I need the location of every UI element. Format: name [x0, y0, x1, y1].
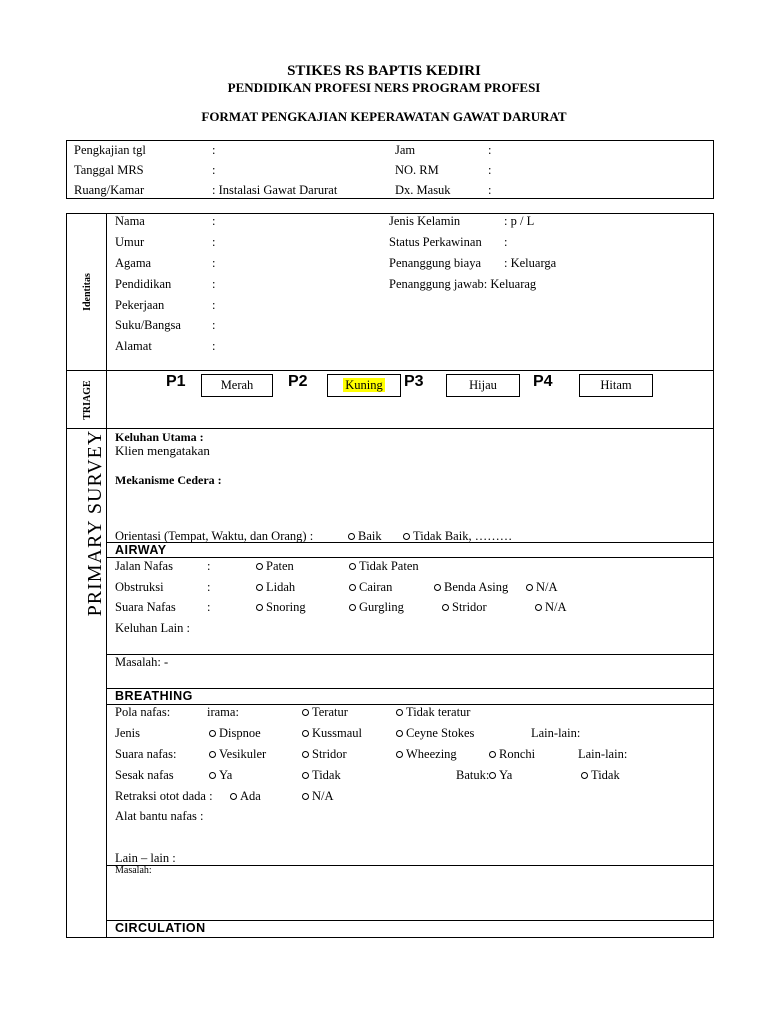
airway-title: AIRWAY: [115, 543, 167, 557]
jenis-dispnoe-text: Dispnoe: [219, 726, 261, 740]
jalan-paten-option[interactable]: [256, 559, 294, 573]
jenis-kelamin-value[interactable]: : p / L: [504, 214, 535, 228]
p4-hitam-text: Hitam: [600, 378, 632, 392]
radio-circle-icon: [535, 604, 542, 611]
bsn-stridor-option[interactable]: [302, 747, 347, 761]
p3-hijau-option[interactable]: [446, 374, 520, 397]
retraksi-ada-option[interactable]: [230, 789, 261, 803]
radio-circle-icon: [349, 604, 356, 611]
alamat-label: Alamat: [115, 339, 152, 353]
sesak-tidak-option[interactable]: [302, 768, 341, 782]
no-rm-label: NO. RM: [395, 163, 439, 177]
retraksi-na-text: N/A: [312, 789, 334, 803]
lain-lain-label[interactable]: Lain – lain :: [115, 851, 176, 865]
jalan-tidak-paten-option[interactable]: [349, 559, 419, 573]
pendidikan-label: Pendidikan: [115, 277, 172, 291]
obstruksi-label: Obstruksi: [115, 580, 164, 594]
jalan-paten-text: Paten: [266, 559, 294, 573]
sn-gurgling-text: Gurgling: [359, 600, 404, 614]
obstruksi-sep: :: [207, 580, 211, 594]
institution-title: STIKES RS BAPTIS KEDIRI: [287, 63, 481, 79]
orientasi-baik-text: Baik: [358, 529, 382, 543]
obs-na-text: N/A: [536, 580, 558, 594]
jam-sep[interactable]: :: [488, 143, 492, 157]
radio-circle-icon: [256, 584, 263, 591]
no-rm-sep[interactable]: :: [488, 163, 492, 177]
sn-snoring-option[interactable]: [256, 600, 306, 614]
jenis-kussmaul-text: Kussmaul: [312, 726, 362, 740]
alat-bantu-label[interactable]: Alat bantu nafas :: [115, 809, 204, 823]
obs-lidah-text: Lidah: [266, 580, 296, 594]
label-column-divider: [106, 213, 107, 938]
batuk-tidak-text: Tidak: [591, 768, 620, 782]
airway-title-divider: [106, 557, 714, 558]
radio-circle-icon: [396, 751, 403, 758]
radio-circle-icon: [442, 604, 449, 611]
orientasi-tidak-baik-option[interactable]: [403, 529, 512, 543]
sn-stridor-text: Stridor: [452, 600, 487, 614]
status-value[interactable]: :: [504, 235, 508, 249]
batuk-ya-option[interactable]: [489, 768, 512, 782]
jalan-tidak-paten-text: Tidak Paten: [359, 559, 419, 573]
penanggung-jawab-label[interactable]: Penanggung jawab: Keluarag: [389, 277, 537, 291]
pola-teratur-text: Teratur: [312, 705, 348, 719]
sn-na-option[interactable]: [535, 600, 567, 614]
p1-merah-text: Merah: [220, 378, 254, 392]
radio-circle-icon: [302, 730, 309, 737]
identitas-divider: [66, 370, 714, 371]
ruang-kamar-label: Ruang/Kamar: [74, 183, 145, 197]
suara-nafas-sep: :: [207, 600, 211, 614]
penanggung-biaya-label: Penanggung biaya: [389, 256, 481, 270]
radio-circle-icon: [256, 604, 263, 611]
umur-label: Umur: [115, 235, 145, 249]
jalan-nafas-label: Jalan Nafas: [115, 559, 173, 573]
suku-label: Suku/Bangsa: [115, 318, 181, 332]
jenis-dispnoe-option[interactable]: [209, 726, 261, 740]
radio-circle-icon: [403, 533, 410, 540]
radio-circle-icon: [581, 772, 588, 779]
obs-lidah-option[interactable]: [256, 580, 295, 594]
breathing-masalah-divider: [106, 865, 714, 866]
radio-circle-icon: [302, 793, 309, 800]
pola-tidak-teratur-option[interactable]: [396, 705, 470, 719]
form-title: FORMAT PENGKAJIAN KEPERAWATAN GAWAT DARURAT: [201, 109, 567, 124]
nama-sep[interactable]: :: [212, 214, 216, 228]
radio-circle-icon: [256, 563, 263, 570]
obs-cairan-text: Cairan: [359, 580, 393, 594]
batuk-ya-text: Ya: [499, 768, 513, 782]
jenis-kelamin-label: Jenis Kelamin: [389, 214, 461, 228]
suara-nafas-b-label: Suara nafas:: [115, 747, 177, 761]
obs-benda-asing-option[interactable]: [434, 580, 508, 594]
radio-circle-icon: [302, 772, 309, 779]
radio-circle-icon: [209, 751, 216, 758]
nama-label: Nama: [115, 214, 145, 228]
jalan-nafas-sep: :: [207, 559, 211, 573]
umur-sep[interactable]: :: [212, 235, 216, 249]
p1-merah-option[interactable]: [201, 374, 273, 397]
jenis-ceyne-stokes-option[interactable]: [396, 726, 474, 740]
retraksi-label: Retraksi otot dada :: [115, 789, 213, 803]
identitas-section-label: Identitas: [82, 273, 93, 311]
radio-circle-icon: [526, 584, 533, 591]
ruang-kamar-value[interactable]: : Instalasi Gawat Darurat: [212, 183, 338, 197]
radio-circle-icon: [349, 584, 356, 591]
irama-label: irama:: [207, 705, 239, 719]
sn-stridor-option[interactable]: [442, 600, 487, 614]
tanggal-mrs-sep[interactable]: :: [212, 163, 216, 177]
triage-divider: [66, 428, 714, 429]
program-title: PENDIDIKAN PROFESI NERS PROGRAM PROFESI: [227, 80, 541, 95]
p3-label: P3: [404, 373, 424, 390]
bsn-wheezing-option[interactable]: [396, 747, 457, 761]
sn-na-text: N/A: [545, 600, 567, 614]
dx-masuk-sep[interactable]: :: [488, 183, 492, 197]
airway-masalah[interactable]: Masalah: -: [115, 655, 169, 669]
keluhan-lain-label[interactable]: Keluhan Lain :: [115, 621, 190, 635]
keluhan-utama-value[interactable]: Klien mengatakan: [115, 443, 210, 458]
radio-circle-icon: [302, 751, 309, 758]
admission-box: [66, 140, 714, 199]
obs-na-option[interactable]: [526, 580, 558, 594]
bsn-ronchi-text: Ronchi: [499, 747, 536, 761]
pekerjaan-sep[interactable]: :: [212, 298, 216, 312]
dx-masuk-label: Dx. Masuk: [395, 183, 451, 197]
radio-circle-icon: [349, 563, 356, 570]
status-label: Status Perkawinan: [389, 235, 482, 249]
radio-circle-icon: [396, 730, 403, 737]
radio-circle-icon: [348, 533, 355, 540]
penanggung-biaya-value[interactable]: : Keluarga: [504, 256, 557, 270]
jam-label: Jam: [395, 143, 416, 157]
bsn-ronchi-option[interactable]: [489, 747, 535, 761]
radio-circle-icon: [209, 772, 216, 779]
sesak-nafas-label: Sesak nafas: [115, 768, 174, 782]
orientasi-tidak-baik-text: Tidak Baik, ………: [413, 529, 513, 543]
pengkajian-tgl-sep[interactable]: :: [212, 143, 216, 157]
suku-sep[interactable]: :: [212, 318, 216, 332]
radio-circle-icon: [489, 772, 496, 779]
batuk-label: Batuk:: [456, 768, 490, 782]
radio-circle-icon: [230, 793, 237, 800]
bsn-vesikuler-option[interactable]: [209, 747, 266, 761]
p3-hijau-text: Hijau: [469, 378, 497, 392]
retraksi-ada-text: Ada: [240, 789, 261, 803]
sn-snoring-text: Snoring: [266, 600, 306, 614]
agama-sep[interactable]: :: [212, 256, 216, 270]
circulation-title: CIRCULATION: [115, 921, 206, 935]
batuk-tidak-option[interactable]: [581, 768, 620, 782]
bsn-vesikuler-text: Vesikuler: [219, 747, 267, 761]
radio-circle-icon: [209, 730, 216, 737]
bsn-lain-label[interactable]: Lain-lain:: [578, 747, 628, 761]
jenis-ceyne-stokes-text: Ceyne Stokes: [406, 726, 475, 740]
breathing-masalah[interactable]: Masalah:: [115, 865, 152, 876]
p4-label: P4: [533, 373, 553, 390]
breathing-title: BREATHING: [115, 689, 193, 703]
jenis-label: Jenis: [115, 726, 140, 740]
sesak-ya-option[interactable]: [209, 768, 232, 782]
suara-nafas-label: Suara Nafas: [115, 600, 176, 614]
orientasi-baik-option[interactable]: [348, 529, 382, 543]
obs-benda-asing-text: Benda Asing: [444, 580, 509, 594]
radio-circle-icon: [489, 751, 496, 758]
triage-section-label: TRIAGE: [82, 380, 93, 420]
primary-survey-section-label: PRIMARY SURVEY: [84, 429, 106, 617]
sesak-tidak-text: Tidak: [312, 768, 341, 782]
p2-label: P2: [288, 373, 308, 390]
p4-hitam-option[interactable]: [579, 374, 653, 397]
radio-circle-icon: [396, 709, 403, 716]
pola-tidak-teratur-text: Tidak teratur: [406, 705, 471, 719]
keluhan-utama-label: Keluhan Utama :: [115, 430, 204, 444]
radio-circle-icon: [434, 584, 441, 591]
pengkajian-tgl-label: Pengkajian tgl: [74, 143, 146, 157]
jenis-kussmaul-option[interactable]: [302, 726, 362, 740]
pekerjaan-label: Pekerjaan: [115, 298, 165, 312]
bsn-stridor-text: Stridor: [312, 747, 347, 761]
sn-gurgling-option[interactable]: [349, 600, 404, 614]
breathing-top-divider: [106, 688, 714, 689]
airway-masalah-divider: [106, 654, 714, 655]
obs-cairan-option[interactable]: [349, 580, 392, 594]
bsn-wheezing-text: Wheezing: [406, 747, 457, 761]
alamat-sep[interactable]: :: [212, 339, 216, 353]
orientasi-label: Orientasi (Tempat, Waktu, dan Orang) :: [115, 529, 314, 543]
p2-kuning-text: Kuning: [345, 378, 383, 392]
pendidikan-sep[interactable]: :: [212, 277, 216, 291]
p2-kuning-option[interactable]: [327, 374, 401, 397]
retraksi-na-option[interactable]: [302, 789, 334, 803]
airway-top-divider: [106, 542, 714, 543]
mekanisme-cedera-label: Mekanisme Cedera :: [115, 473, 222, 487]
radio-circle-icon: [302, 709, 309, 716]
pola-nafas-label: Pola nafas:: [115, 705, 171, 719]
p1-label: P1: [166, 373, 186, 390]
pola-teratur-option[interactable]: [302, 705, 348, 719]
agama-label: Agama: [115, 256, 152, 270]
jenis-lain-label[interactable]: Lain-lain:: [531, 726, 581, 740]
tanggal-mrs-label: Tanggal MRS: [74, 163, 144, 177]
sesak-ya-text: Ya: [219, 768, 233, 782]
